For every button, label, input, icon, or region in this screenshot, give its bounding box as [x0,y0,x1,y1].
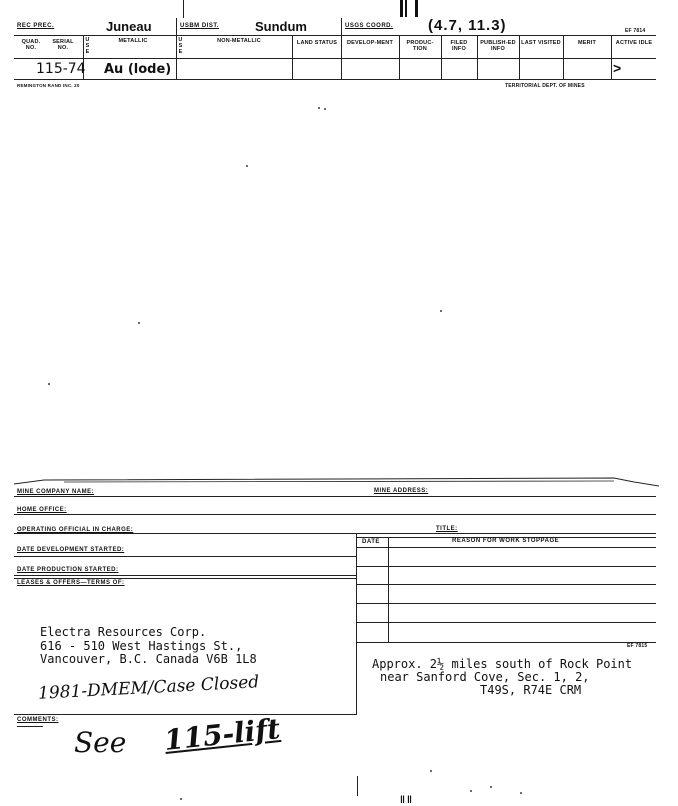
header-filed-info: FILED INFO [450,40,468,52]
comments-label: COMMENTS: [17,717,59,723]
usgs-coord-label: USGS COORD. [345,23,394,29]
header-metallic: METALLIC [118,38,148,44]
location-line-1: Approx. 2½ miles south of Rock Point [372,657,633,671]
date-production-label: DATE PRODUCTION STARTED: [17,567,119,573]
punch-marks [400,0,418,17]
home-office-label: HOME OFFICE: [17,507,67,513]
quad-serial-value: 115-74 [36,61,86,77]
title-label: TITLE: [436,526,458,532]
reason-column-label: REASON FOR WORK STOPPAGE [452,538,560,544]
metallic-value: Au (lode) [104,62,172,77]
handwritten-case-closed: 1981-DMEM/Case Closed [37,672,260,704]
header-development: DEVELOP-MENT [346,40,394,46]
header-quad-no: QUAD. NO. [21,39,41,51]
usbm-dist-value: Sundum [255,19,307,34]
usgs-coord-value: (4.7, 11.3) [428,17,507,34]
header-use-a: U S E [85,37,90,55]
active-idle-mark: ˃ [613,60,622,76]
handwritten-reference: 115-lift [162,712,282,757]
leases-offers-label: LEASES & OFFERS—TERMS OF: [17,580,125,586]
header-active-idle: ACTIVE IDLE [615,40,653,46]
header-last-visited: LAST VISITED [521,40,561,46]
mine-address-label: MINE ADDRESS: [374,488,429,494]
header-serial-no: SERIAL NO. [52,39,74,51]
footer-right-text: TERRITORIAL DEPT. OF MINES [505,83,585,89]
card-edge [14,474,659,488]
company-line-2: 616 - 510 West Hastings St., [40,639,243,653]
footer-left-text: REMINGTON RAND INC. 20 [17,83,80,88]
mine-company-label: MINE COMPANY NAME: [17,489,95,495]
company-line-3: Vancouver, B.C. Canada V6B 1L8 [40,652,257,666]
form-number-top: EF 7814 [625,28,646,34]
company-line-1: Electra Resources Corp. [40,625,207,639]
rec-prec-label: REC PREC. [17,23,55,29]
usbm-dist-label: USBM DIST. [180,23,220,29]
handwritten-see: See [74,726,127,759]
location-line-3: T49S, R74E CRM [480,683,582,697]
date-development-label: DATE DEVELOPMENT STARTED: [17,547,125,553]
operating-official-label: OPERATING OFFICIAL IN CHARGE: [17,527,134,533]
header-production: PRODUC-TION [406,40,434,52]
form-number-bottom: EF 7815 [627,643,648,649]
header-non-metallic: NON-METALLIC [217,38,261,44]
header-published-info: PUBLISH-ED INFO [480,40,516,52]
bottom-edge-fragment: ‖‖ [400,795,414,806]
date-column-label: DATE [362,539,380,545]
header-use-b: U S E [178,37,183,55]
location-line-2: near Sanford Cove, Sec. 1, 2, [380,670,590,684]
header-land-status: LAND STATUS [296,40,338,46]
rec-prec-value: Juneau [106,19,152,34]
header-merit: MERIT [577,40,597,46]
